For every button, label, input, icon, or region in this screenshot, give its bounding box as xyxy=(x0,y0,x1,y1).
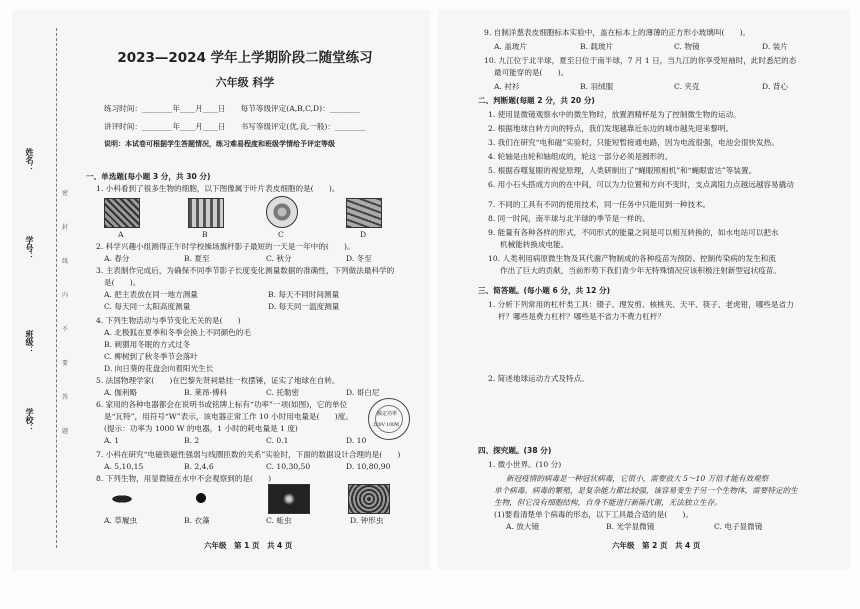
info-line-practice: 练习时间：________年____月____日 每节等级评定(A,B,C,D)：________ xyxy=(104,104,361,113)
option: C. 托勒密 xyxy=(266,388,300,397)
school-label: 学校： xyxy=(25,408,34,432)
cell-image-b xyxy=(188,198,224,228)
judge-item: 9. 能量有各种各样的形式，不同形式的能量之间是可以相互转换的，如水电站可以把水 xyxy=(488,228,779,237)
question-9: 9. 自制洋葱表皮细胞标本实验中，盖在标本上的薄薄的正方形小玻璃叫( )。 xyxy=(484,28,751,37)
judge-item: 1. 使用显微镜观察水中的微生物时，放置酒精杯是为了控制微生物的运动。 xyxy=(488,110,741,119)
option: C. 0.1 xyxy=(266,436,289,445)
paramecium-image xyxy=(104,488,140,510)
short-answer-1: 1. 分析下列常用的杠杆类工具：镊子、理发剪、核桃夹、天平、筷子、老虎钳，哪些是省力 xyxy=(488,300,794,309)
left-page-footer: 六年级 第 1 页 共 4 页 xyxy=(204,541,293,550)
judge-item-cont: 作出了巨大的贡献，当前形势下我们青少年无特殊情况应该积极注射新型冠状疫苗。 xyxy=(500,266,781,275)
section-3-heading: 三、简答题。(每小题 6 分，共 12 分) xyxy=(478,286,611,295)
question-1: 1. 小科看到了很多生物的细胞，以下图像属于叶片表皮细胞的是( )。 xyxy=(96,184,340,193)
option: A. 伽利略 xyxy=(104,388,138,397)
option: D. 向日葵的花盘会向着阳光生长 xyxy=(104,364,214,373)
reading-paragraph: 单个病毒。病毒的繁殖，是复杂能力都比较强，该容易变生于另一个生物体，需要特定的生 xyxy=(494,486,798,495)
meter-label-bottom: 220V 100W xyxy=(373,423,400,428)
option: A. 北极狐在夏季和冬季会换上不同颜色的毛 xyxy=(104,328,251,337)
right-page-footer: 六年级 第 2 页 共 4 页 xyxy=(612,541,701,550)
reading-paragraph: 生物，但它没有细胞结构，自身不能进行新陈代谢，无法独立生存。 xyxy=(494,498,722,507)
exam-note: 说明：本试卷可根据学生答题情况，练习难易程度和班级学情给予评定等级 xyxy=(104,140,335,148)
reading-paragraph: 新冠疫情的病毒是一种冠状病毒，它很小，需要放大 5～10 万倍才能有效观察 xyxy=(506,474,769,483)
option: A. 春分 xyxy=(104,254,130,263)
option: B. 莱昂·傅科 xyxy=(184,388,228,397)
cell-image-c xyxy=(266,196,298,228)
option: C. 秋分 xyxy=(266,254,292,263)
inquiry-1-sub-1: (1)要看清楚单个病毒的形态，以下工具最合适的是( )。 xyxy=(494,510,693,519)
seal-char: 答 xyxy=(62,394,69,401)
seal-char: 题 xyxy=(62,428,69,435)
option: C. 物镜 xyxy=(674,42,700,51)
judge-item: 3. 我们在研究“电和磁”实验时，只能短暂接通电路，因为电流很强，电池会很快发热。 xyxy=(488,138,779,147)
seal-char: 封 xyxy=(62,224,69,231)
section-4-heading: 四、探究题。(38 分) xyxy=(478,446,552,455)
student-number-label: 学号： xyxy=(25,236,34,260)
option: C. 电子显微镜 xyxy=(714,522,763,531)
question-10: 10. 九江位于北半球，夏至日位于南半球，7 月 1 日，当九江的你享受短袖时，此时悉尼的态 xyxy=(484,56,797,65)
question-6: 6. 家用的各种电器都会在说明书或铭牌上标有“功率”一项(如图)，它的单位 xyxy=(96,400,348,409)
question-6-hint: (提示：功率为 1000 W 的电器，1 小时的耗电量是 1 度) xyxy=(104,424,298,433)
meter-label-top: 额定功率 xyxy=(377,411,398,417)
seal-char: 密 xyxy=(62,190,69,197)
seal-char: 不 xyxy=(62,326,69,333)
option: B. 2 xyxy=(184,436,200,445)
exam-subtitle: 六年级 科学 xyxy=(215,76,275,89)
judge-item: 5. 根据吞噬复眼的视觉原理，人类研制出了“蝇眼照相机”和“蝇眼雷达”等装置。 xyxy=(488,166,757,175)
option-label: C xyxy=(278,230,284,239)
vorticella-image xyxy=(348,484,390,514)
option: A. 放大镜 xyxy=(506,522,540,531)
question-3: 3. 主表制作完成后，为确保不同季节影子长度变化测量数据的准确性，下列做法最科学的 xyxy=(96,266,395,275)
option: D. 哥白尼 xyxy=(346,388,380,397)
option: D. 背心 xyxy=(762,82,788,91)
power-meter-image xyxy=(368,398,410,440)
option: D. 10 xyxy=(346,436,367,445)
option: D. 装片 xyxy=(762,42,788,51)
option: A. 草履虫 xyxy=(104,516,138,525)
cell-image-d xyxy=(346,198,382,228)
option: A. 5,10,15 xyxy=(104,462,144,471)
question-8: 8. 下列生物，用显微镜在水中不会观察到的是( ) xyxy=(96,474,272,483)
judge-item-cont: 机械能转换成电能。 xyxy=(500,240,569,249)
seal-char: 内 xyxy=(62,292,69,299)
option: A. 1 xyxy=(104,436,120,445)
option: A. 把主表放在同一地方测量 xyxy=(104,290,198,299)
judge-item: 2. 根据地球自转方向的特点，我们发现越靠近东边的城市越先迎来黎明。 xyxy=(488,124,734,133)
option: B. 每天不同时间测量 xyxy=(268,290,340,299)
info-line-review: 讲评时间：________年____月____日 书写等级评定(优,良,一般)：________ xyxy=(104,122,366,131)
question-6-cont: 是“瓦特”，用符号“W”表示，该电器正常工作 10 小时用电量是( )度。 xyxy=(104,412,353,421)
judge-item: 7. 不同的工具有不同的使用技术，同一任务中只能用到一种技术。 xyxy=(488,200,711,209)
seal-char: 要 xyxy=(62,360,69,367)
judge-item: 8. 同一时间，南半球与北半球的季节是一样的。 xyxy=(488,214,650,223)
option: D. 钟形虫 xyxy=(350,516,384,525)
option: C. 夹克 xyxy=(674,82,700,91)
option: A. 盖玻片 xyxy=(494,42,528,51)
question-3-cont: 是( )。 xyxy=(104,278,141,287)
judge-item: 6. 用小石头搭成方向的在中间，可以为力位置和方向不变时，支点离阻力点越远越容易撬动 xyxy=(488,180,794,189)
name-label: 姓名： xyxy=(25,148,34,172)
option: B. 2,4,6 xyxy=(184,462,214,471)
short-answer-2: 2. 简述地球运动方式及特点。 xyxy=(488,374,589,383)
question-4: 4. 下列生物活动与季节变化无关的是( ) xyxy=(96,316,241,325)
option: B. 衣藻 xyxy=(184,516,210,525)
section-1-heading: 一、单选题(每小题 3 分，共 30 分) xyxy=(86,172,211,181)
option: D. 10,80,90 xyxy=(346,462,391,471)
option: C. 10,30,50 xyxy=(266,462,311,471)
seal-char: 线 xyxy=(62,258,69,265)
judge-item: 10. 人类利用病原微生物及其代谢产物制成的各种疫苗为预防、控制传染病的发生和流 xyxy=(488,254,776,263)
question-2: 2. 科学兴趣小组测得正午时学校操场旗杆影子最短的一天是一年中的( )。 xyxy=(96,242,355,251)
option: C. 柳树到了秋冬季节会落叶 xyxy=(104,352,198,361)
short-answer-1-cont: 杆？哪些是费力杠杆？哪些是不省力不费力杠杆？ xyxy=(498,312,666,321)
option: D. 冬至 xyxy=(346,254,372,263)
cell-image-a xyxy=(104,198,140,228)
option: B. 羽绒服 xyxy=(580,82,614,91)
binding-line xyxy=(56,28,57,548)
question-7: 7. 小科在研究“电磁铁磁性强弱与线圈匝数的关系”实验时，下面的数据设计合理的是( ) xyxy=(96,450,401,459)
exam-title: 2023—2024 学年上学期阶段二随堂练习 xyxy=(117,50,373,66)
option: D. 每天同一温度测量 xyxy=(268,302,340,311)
option: B. 夏至 xyxy=(184,254,210,263)
chlamydomonas-image xyxy=(192,486,210,510)
option-label: A xyxy=(118,230,124,239)
option: B. 载玻片 xyxy=(580,42,614,51)
judge-item: 4. 轮轴是由轮和轴组成的，轮这一部分必须是圆形的。 xyxy=(488,152,673,161)
option-label: B xyxy=(202,230,208,239)
class-label: 班级： xyxy=(25,330,34,354)
option: C. 蚯虫 xyxy=(266,516,292,525)
option: B. 刺猬用冬眠的方式过冬 xyxy=(104,340,191,349)
inquiry-1: 1. 微小世界。(10 分) xyxy=(488,460,562,469)
option: A. 衬衫 xyxy=(494,82,520,91)
question-10-cont: 最可能穿的是( )。 xyxy=(494,68,569,77)
option-label: D xyxy=(360,230,367,239)
question-5: 5. 法国物理学家( )在巴黎先贤祠悬挂一枚摆锤，证实了地球在自转。 xyxy=(96,376,340,385)
water-flea-image xyxy=(268,484,310,514)
option: C. 每天同一太阳高度测量 xyxy=(104,302,191,311)
section-2-heading: 二、判断题(每题 2 分，共 20 分) xyxy=(478,96,595,105)
option: B. 光学显微镜 xyxy=(606,522,655,531)
